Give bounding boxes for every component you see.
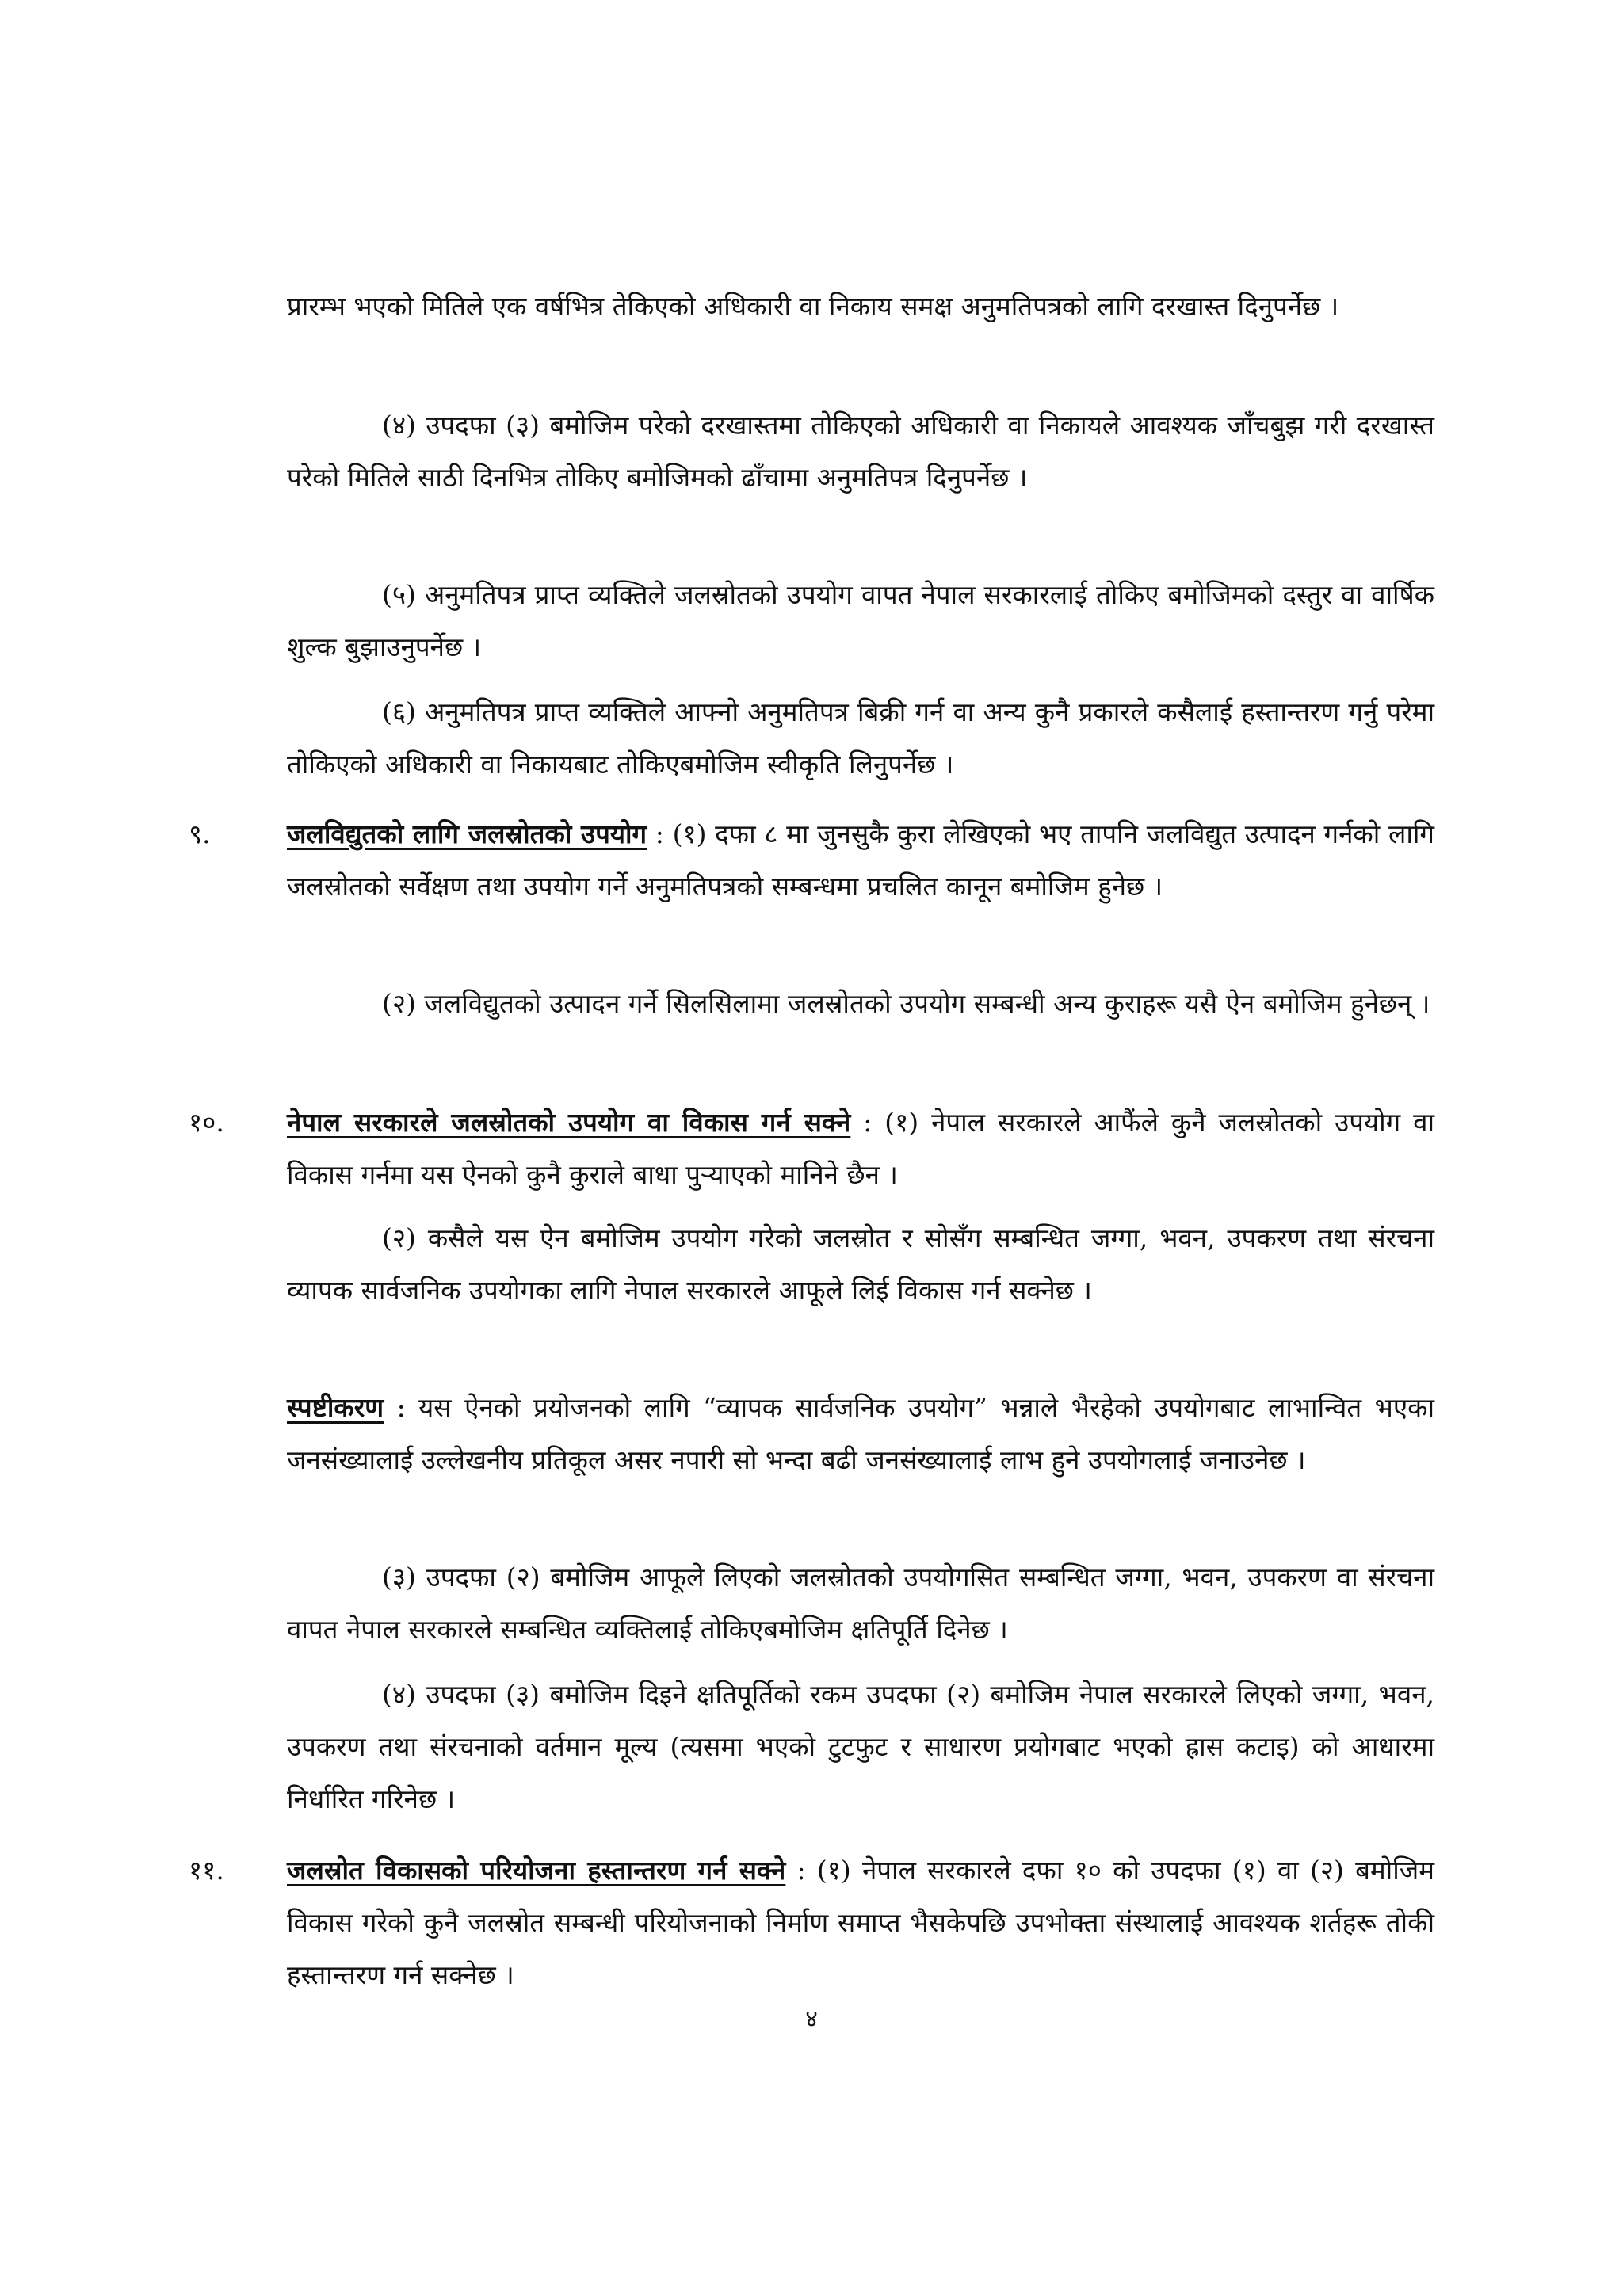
section10-sub4: (४) उपदफा (३) बमोजिम दिइने क्षतिपूर्तिको रकम उपदफा (२) बमोजिम नेपाल सरकारले लिएको जग्गा, भवन, उपकरण तथा संरचनाको वर्तमान मूल्य (त्यसमा भएको टुटफुट र साधारण प्रयोगबाट भएको ह्रास कटाइ) को आधारमा निर्धारित गरिनेछ ।	[287, 1679, 1434, 1814]
paragraph-section8-sub6: (६) अनुमतिपत्र प्राप्त व्यक्तिले आफ्नो अनुमतिपत्र बिक्री गर्न वा अन्य कुनै प्रकारले कसैलाई हस्तान्तरण गर्नु परेमा तोकिएको अधिकारी वा निकायबाट तोकिएबमोजिम स्वीकृति लिनुपर्नेछ ।	[287, 696, 1434, 780]
explanation-body: : यस ऐनको प्रयोजनको लागि “व्यापक सार्वजनिक उपयोग” भन्नाले भैरहेको उपयोगबाट लाभान्वित भएका जनसंख्यालाई उल्लेखनीय प्रतिकूल असर नपारी सो भन्दा बढी जनसंख्यालाई लाभ हुने उपयोगलाई जनाउनेछ ।	[287, 1392, 1434, 1475]
section9-number: ९.	[189, 818, 211, 849]
explanation-label: स्पष्टीकरण	[287, 1392, 384, 1423]
section10-body: : (१) नेपाल सरकारले आफैंले कुनै जलस्रोतको उपयोग वा विकास गर्नमा यस ऐनको कुनै कुराले बाधा पुऱ्याएको मानिने छैन ।	[287, 1107, 1434, 1190]
section10-explanation	[287, 1382, 1434, 1486]
page-number: ४	[805, 2005, 818, 2033]
section11-heading: जलस्रोत विकासको परियोजना हस्तान्तरण गर्न सक्ने	[287, 1855, 786, 1886]
section9-sub2: (२) जलविद्युतको उत्पादन गर्ने सिलसिलामा जलस्रोतको उपयोग सम्बन्धी अन्य कुराहरू यसै ऐन बमोजिम हुनेछन् ।	[382, 988, 1430, 1019]
section10-heading: नेपाल सरकारले जलस्रोतको उपयोग वा विकास गर्न सक्ने	[287, 1107, 851, 1138]
section9-paragraph	[287, 808, 1434, 913]
section11-body: : (१) नेपाल सरकारले दफा १० को उपदफा (१) वा (२) बमोजिम विकास गरेको कुनै जलस्रोत सम्बन्धी परियोजनाको निर्माण समाप्त भैसकेपछि उपभोक्ता संस्थालाई आवश्यक शर्तहरू तोकी हस्तान्तरण गर्न सक्नेछ ।	[287, 1855, 1434, 1990]
section10-number: १०.	[189, 1107, 224, 1138]
paragraph-section8-sub5: (५) अनुमतिपत्र प्राप्त व्यक्तिले जलस्रोतको उपयोग वापत नेपाल सरकारलाई तोकिए बमोजिमको दस्तुर वा वार्षिक शुल्क बुझाउनुपर्नेछ ।	[287, 579, 1434, 662]
section9-body: : (१) दफा ८ मा जुनसुकै कुरा लेखिएको भए तापनि जलविद्युत उत्पादन गर्नको लागि जलस्रोतको सर्वेक्षण तथा उपयोग गर्ने अनुमतिपत्रको सम्बन्धमा प्रचलित कानून बमोजिम हुनेछ ।	[287, 818, 1434, 902]
section10-sub2: (२) कसैले यस ऐन बमोजिम उपयोग गरेको जलस्रोत र सोसँग सम्बन्धित जग्गा, भवन, उपकरण तथा संरचना व्यापक सार्वजनिक उपयोगका लागि नेपाल सरकारले आफूले लिई विकास गर्न सक्नेछ ।	[287, 1222, 1434, 1306]
paragraph-intro: प्रारम्भ भएको मितिले एक वर्षभित्र तेकिएको अधिकारी वा निकाय समक्ष अनुमतिपत्रको लागि दरखास्त दिनुपर्नेछ ।	[287, 291, 1339, 322]
section11-number: ११.	[189, 1855, 224, 1886]
section9-heading: जलविद्युतको लागि जलस्रोतको उपयोग	[287, 818, 647, 849]
section11-paragraph	[287, 1844, 1434, 2001]
section10-paragraph	[287, 1097, 1434, 1201]
section10-sub3: (३) उपदफा (२) बमोजिम आफूले लिएको जलस्रोतको उपयोगसित सम्बन्धित जग्गा, भवन, उपकरण वा संरचना वापत नेपाल सरकारले सम्बन्धित व्यक्तिलाई तोकिएबमोजिम क्षतिपूर्ति दिनेछ ।	[287, 1562, 1434, 1645]
paragraph-section8-sub4: (४) उपदफा (३) बमोजिम परेको दरखास्तमा तोकिएको अधिकारी वा निकायले आवश्यक जाँचबुझ गरी दरखास्त परेको मितिले साठी दिनभित्र तोकिए बमोजिमको ढाँचामा अनुमतिपत्र दिनुपर्नेछ ।	[287, 410, 1434, 493]
